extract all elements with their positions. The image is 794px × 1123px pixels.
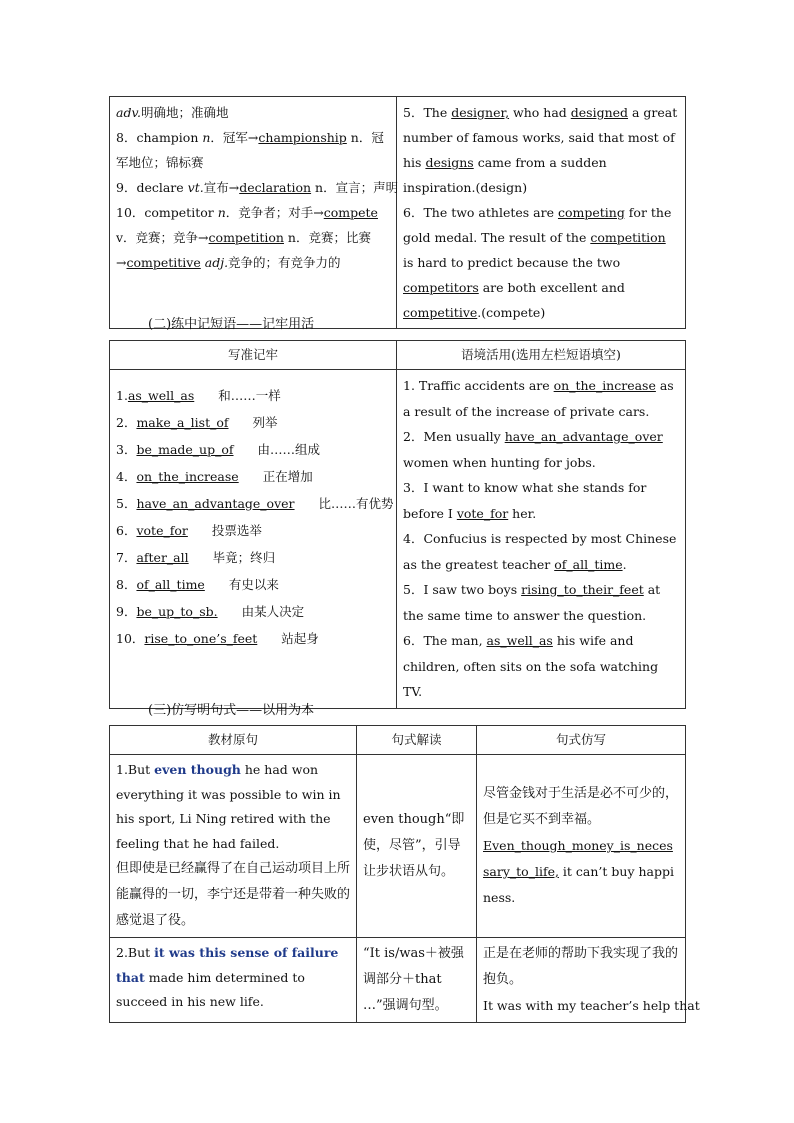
original-sentence-1 — [110, 755, 357, 938]
phrase-header-left: 写准记牢 — [110, 341, 397, 370]
word-family-cell — [110, 97, 397, 329]
usage-5: 5．I saw two boys rising_to_their_feet at the same time to answer the question. — [403, 582, 661, 623]
imitation-cn-1: 尽管金钱对于生活是必不可少的，但是它买不到幸福。 — [483, 786, 679, 827]
phrase-item: 5．have_an_advantage_over 比……有优势 — [116, 496, 394, 511]
header-original: 教材原句 — [110, 726, 357, 755]
line-competitor: 10．competitor n．竞争者；对手→compete — [116, 205, 378, 220]
original-sentence-2 — [110, 938, 357, 1023]
original-en-1: 1.But even though he had won everything it was possible to win in his sport, Li Ning retired with the feeling that he had failed. — [116, 762, 341, 851]
phrase-item: 4．on_the_increase 正在增加 — [116, 469, 313, 484]
imitation-1 — [477, 755, 686, 938]
phrase-item: 2．make_a_list_of 列举 — [116, 415, 278, 430]
header-imitation: 句式仿写 — [477, 726, 686, 755]
original-en-2: 2.But it was this sense of failure that made him determined to succeed in his new life. — [116, 945, 339, 1009]
word-family-table — [109, 96, 686, 329]
phrase-item: 6．vote_for 投票选举 — [116, 523, 262, 538]
header-explanation: 句式解读 — [357, 726, 477, 755]
imitation-en-2: It was with my teacher’s help that — [483, 998, 700, 1013]
phrase-item: 1.as_well_as 和……一样 — [116, 388, 281, 403]
line-competitive: →competitive adj.竞争的；有竞争力的 — [116, 255, 341, 270]
line-declare: 9．declare vt.宣布→declaration n．宣言；声明 — [116, 180, 399, 195]
line-compete-v: v．竞赛；竞争→competition n．竞赛；比赛 — [116, 230, 371, 245]
original-cn-1: 但即使是已经赢得了在自己运动项目上所能赢得的一切，李宁还是带着一种失败的感觉退了役。 — [116, 861, 351, 928]
sentence-5: 5．The designer, who had designed a great number of famous works, said that most of his designs came from a sudden inspiration.(design) — [403, 105, 678, 195]
imitation-2 — [477, 938, 700, 1023]
usage-3: 3．I want to know what she stands for before I vote_for her. — [403, 480, 647, 521]
section-title-sentences: (三)仿写明句式——以用为本 — [148, 703, 315, 718]
usage-6: 6．The man, as_well_as his wife and children, often sits on the sofa watching TV. — [403, 633, 659, 699]
phrase-item: 10．rise_to_one’s_feet 站起身 — [116, 631, 319, 646]
section-title-phrases: (二)练中记短语——记牢用活 — [148, 317, 315, 332]
imitation-en-1: Even_though_money_is_necessary_to_life, it can’t buy happiness. — [483, 838, 674, 905]
phrase-item: 7．after_all 毕竟；终归 — [116, 550, 276, 565]
phrase-list-cell — [110, 370, 397, 709]
line-adv: adv.明确地；准确地 — [116, 105, 229, 120]
usage-4: 4．Confucius is respected by most Chinese as the greatest teacher of_all_time. — [403, 531, 677, 572]
sentence-pattern-table — [109, 725, 700, 1023]
phrase-table — [109, 340, 686, 709]
usage-1: 1. Traffic accidents are on_the_increase as a result of the increase of private cars. — [403, 378, 674, 419]
usage-cell — [397, 370, 686, 709]
imitation-cn-2: 正是在老师的帮助下我实现了我的抱负。 — [483, 946, 679, 987]
sentence-6: 6．The two athletes are competing for the gold medal. The result of the competition is hard to predict because the two competitors are both excellent and competitive.(compete) — [403, 205, 672, 320]
phrase-item: 9．be_up_to_sb. 由某人决定 — [116, 604, 305, 619]
phrase-header-right: 语境活用(选用左栏短语填空) — [397, 341, 686, 370]
line-champion: 8．champion n．冠军→championship n．冠军地位；锦标赛 — [116, 130, 384, 170]
explanation-2: “It is/was＋被强调部分＋that …”强调句型。 — [357, 938, 477, 1023]
explanation-1: even though“即使，尽管”，引导让步状语从句。 — [357, 755, 477, 938]
sentence-cell — [397, 97, 686, 329]
phrase-item: 8．of_all_time 有史以来 — [116, 577, 279, 592]
phrase-item: 3．be_made_up_of 由……组成 — [116, 442, 321, 457]
usage-2: 2．Men usually have_an_advantage_over women when hunting for jobs. — [403, 429, 663, 470]
